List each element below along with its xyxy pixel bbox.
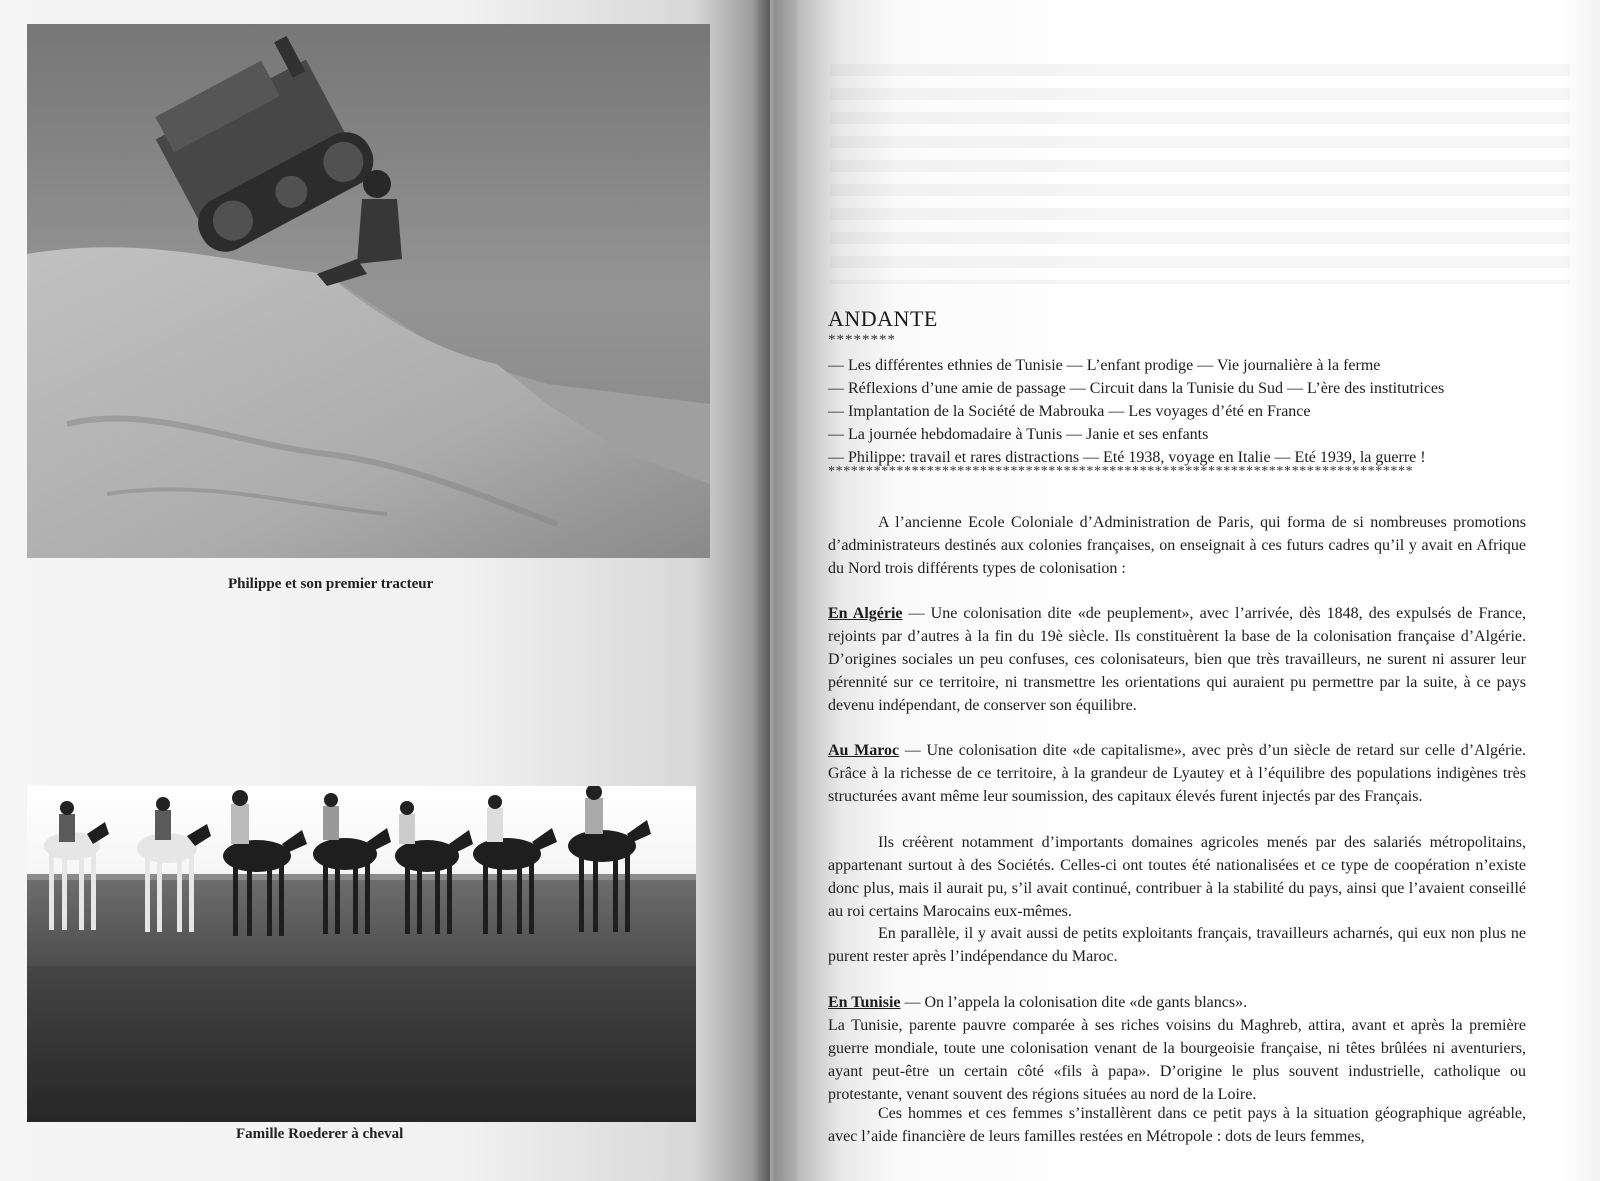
left-page <box>0 0 770 1181</box>
morocco-text: — Une colonisation dite «de capitalisme», avec près d’un siècle de retard sur celle d’Algérie. Grâce à la richesse de ce territoire, à la grandeur de Lyautey et à l’équilibre des populations indigènes très structurées avant même leur soumission, des capitaux élevés furent injectés par des Français. <box>828 742 1527 805</box>
tunisia-paragraph-2: La Tunisie, parente pauvre comparée à ses riches voisins du Maghreb, attira, avant et après la première guerre mondiale, toute une colonisation venant de la bourgeoisie française, ni têtes brûlées ni aventuriers, ayant peut-être un certain côté «fils à papa». D’origine le plus souvent industrielle, catholique ou protestante, venant souvent des régions situées au nord de la Loire. <box>828 1017 1526 1103</box>
tunisia-paragraph-3: Ces hommes et ces femmes s’installèrent dans ce petit pays à la situation géographique agréable, avec l’aide financière de leurs familles restées en Métropole : dots de leurs femmes, <box>828 1105 1526 1145</box>
intro-paragraph: A l’ancienne Ecole Coloniale d’Administration de Paris, qui forma de si nombreuses promotions d’administrateurs destinés aux colonies françaises, on enseignait à ces futurs cadres qu’il y avait en Afrique du Nord trois différents types de colonisation : <box>828 514 1526 577</box>
chapter-summary <box>828 354 1528 469</box>
algeria-paragraph <box>828 602 1526 717</box>
summary-line: — La journée hebdomadaire à Tunis — Janie et ses enfants <box>828 426 1209 443</box>
title-ornament: ******** <box>828 332 896 348</box>
section-title: ANDANTE <box>828 306 938 331</box>
algeria-label: En Algérie <box>828 605 903 622</box>
summary-line: — Implantation de la Société de Mabrouka — Les voyages d’été en France <box>828 403 1311 420</box>
algeria-text: — Une colonisation dite «de peuplement», avec l’arrivée, dès 1848, des expulsés de France, rejoints par d’autres à la fin du 19è siècle. Ils constituèrent la base de la colonisation française d’Algérie. D’origines sociales un peu confuses, ces colonisateurs, bien que très travailleurs, ne surent ni assurer leur pérennité sur ce territoire, ni transmettre les orientations qui auraient pu permettre par la suite, à ce pays devenu indépendant, de conserver son équilibre. <box>828 605 1526 714</box>
horse-riders-photo <box>27 786 696 1122</box>
photo-caption-tractor: Philippe et son premier tracteur <box>228 576 434 592</box>
tunisia-label: En Tunisie <box>828 994 901 1011</box>
tunisia-paragraph <box>828 991 1526 1014</box>
summary-line: — Philippe: travail et rares distractions — Eté 1938, voyage en Italie — Eté 1939, la guerre ! <box>828 449 1426 466</box>
photo-caption-horses: Famille Roederer à cheval <box>236 1126 404 1142</box>
bleed-through-text <box>830 64 1570 284</box>
summary-line: — Les différentes ethnies de Tunisie — L’enfant prodige — Vie journalière à la ferme <box>828 357 1381 374</box>
morocco-label: Au Maroc <box>828 742 900 759</box>
morocco-paragraph-3: En parallèle, il y avait aussi de petits exploitants français, travailleurs acharnés, qui eux non plus ne purent rester après l’indépendance du Maroc. <box>828 925 1526 965</box>
tunisia-text: — On l’appela la colonisation dite «de gants blancs». <box>900 994 1248 1011</box>
tractor-photo <box>27 24 710 558</box>
morocco-paragraph <box>828 739 1526 808</box>
morocco-paragraph-2: Ils créèrent notamment d’importants domaines agricoles menés par des salariés métropolitains, appartenant surtout à des Sociétés. Celles-ci ont toutes été nationalisées et ce type de coopération n’existe donc plus, mais il aurait pu, s’il avait continué, contribuer à la stabilité du pays, ainsi que l’avaient conseillé au roi certains Marocains eux-mêmes. <box>828 834 1526 920</box>
page-edge-shadow <box>1560 0 1600 1181</box>
summary-line: — Réflexions d’une amie de passage — Circuit dans la Tunisie du Sud — L’ère des institutrices <box>828 380 1445 397</box>
summary-divider: ***************************************************************************** <box>828 464 1414 479</box>
